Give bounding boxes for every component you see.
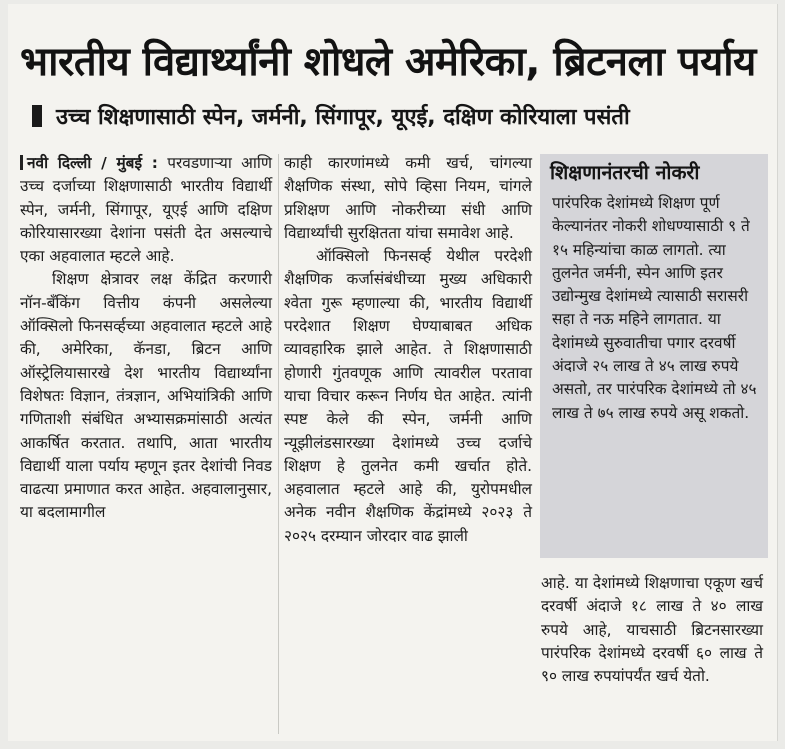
- subheadline-bullet: [32, 105, 42, 127]
- paragraph-text: परवडणाऱ्या आणि उच्च दर्जाच्या शिक्षणासाठी भारतीय विद्यार्थी स्पेन, जर्मनी, सिंगापूर, यूएई आणि दक्षिण कोरियासारख्या देशांना पसंती देत असल्याचे एका अहवालात म्हटले आहे.: [20, 154, 272, 266]
- paragraph: ऑक्सिलो फिनसर्व्ह येथील परदेशी शैक्षणिक कर्जासंबंधीच्या मुख्य अधिकारी श्वेता गुरू म्हणाल्या की, भारतीय विद्यार्थी परदेशात शिक्षण घेण्याबाबत अधिक व्यावहारिक झाले आहेत. ते शिक्षणासाठी होणारी गुंतवणूक आणि त्यावरील परतावा याचा विचार करून निर्णय घेत आहेत. त्यांनी स्पष्ट केले की स्पेन, जर्मनी आणि न्यूझीलंडसारख्या देशांमध्ये उच्च दर्जाचे शिक्षण हे तुलनेत कमी खर्चात होते. अहवालात म्हटले आहे की, युरोपमधील अनेक नवीन शैक्षणिक केंद्रांमध्ये २०२३ ते २०२५ दरम्यान जोरदार वाढ झाली: [284, 247, 532, 545]
- boxout-body: पारंपरिक देशांमध्ये शिक्षण पूर्ण केल्यानंतर नोकरी शोधण्यासाठी ९ ते १५ महिन्यांचा काळ लागतो. त्या तुलनेत जर्मनी, स्पेन आणि इतर उद्योन्मुख देशांमध्ये त्यासाठी सरासरी सहा ते नऊ महिने लागतात. या देशांमध्ये सुरुवातीचा पगार दरवर्षी अंदाजे २५ लाख ते ४५ लाख रुपये असतो, तर पारंपरिक देशांमध्ये तो ४५ लाख ते ७५ लाख रुपये असू शकतो.: [552, 194, 757, 422]
- dateline: [20, 154, 158, 172]
- article-column-1: [20, 152, 272, 525]
- newspaper-clipping: [8, 4, 778, 741]
- paragraph: काही कारणांमध्ये कमी खर्च, चांगल्या शैक्षणिक संस्था, सोपे व्हिसा नियम, चांगले प्रशिक्षण आणि नोकरीच्या संधी आणि विद्यार्थ्यांची सुरक्षितता यांचा समावेश आहे.: [284, 154, 532, 242]
- article-column-2: [284, 152, 532, 548]
- paragraph: आहे. या देशांमध्ये शिक्षणाचा एकूण खर्च दरवर्षी अंदाजे १८ लाख ते ४० लाख रुपये आहे, याचसाठी ब्रिटनसारख्या पारंपरिक देशांमध्ये दरवर्षी ६० लाख ते ९० लाख रुपयांपर्यंत खर्च येतो.: [541, 574, 763, 686]
- sidebar-boxout: [540, 154, 768, 558]
- dateline-bar: [20, 155, 23, 170]
- paragraph: शिक्षण क्षेत्रावर लक्ष केंद्रित करणारी नॉन-बँकिंग वित्तीय कंपनी असलेल्या ऑक्सिलो फिनसर्व्हच्या अहवालात म्हटले आहे की, अमेरिका, कॅनडा, ब्रिटन आणि ऑस्ट्रेलियासारखे देश भारतीय विद्यार्थ्यांना विशेषतः विज्ञान, तंत्रज्ञान, अभियांत्रिकी आणि गणिताशी संबंधित अभ्यासक्रमांसाठी अत्यंत आकर्षित करतात. तथापि, आता भारतीय विद्यार्थी याला पर्याय म्हणून इतर देशांची निवड वाढत्या प्रमाणात करत आहेत. अहवालानुसार, या बदलामागील: [20, 270, 272, 522]
- subheadline-text: उच्च शिक्षणासाठी स्पेन, जर्मनी, सिंगापूर, यूएई, दक्षिण कोरियाला पसंती: [56, 105, 630, 130]
- headline: भारतीय विद्यार्थ्यांनी शोधले अमेरिका, ब्रिटनला पर्याय: [20, 39, 756, 85]
- dateline-text: नवी दिल्ली / मुंबई :: [27, 154, 158, 172]
- subheadline: [32, 102, 772, 134]
- boxout-title: शिक्षणानंतरची नोकरी: [550, 161, 700, 184]
- column-divider: [278, 154, 279, 734]
- paragraph: [20, 152, 272, 268]
- article-column-3: [541, 572, 763, 688]
